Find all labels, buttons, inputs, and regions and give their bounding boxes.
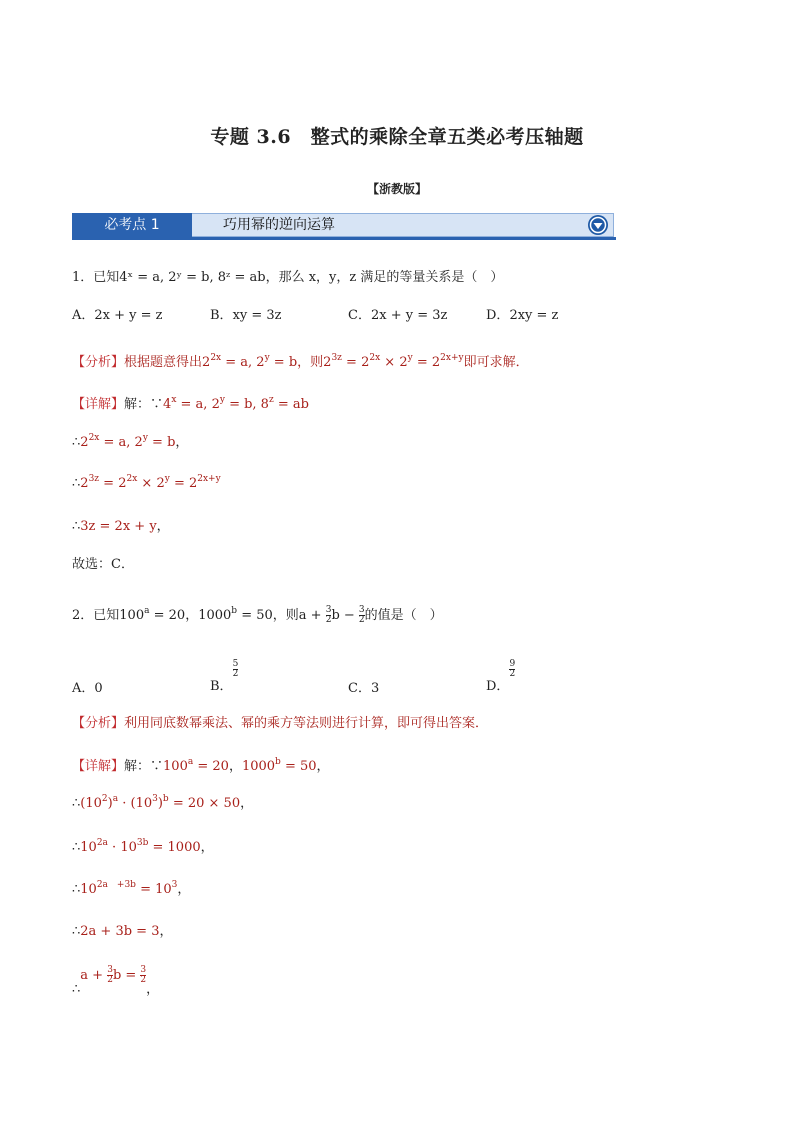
q1-condition: 4ˣ = a, 2ʸ = b, 8ᶻ = ab xyxy=(119,270,266,285)
q2-step-4: ∴2a + 3b = 3， xyxy=(72,924,173,939)
q1-stem xyxy=(72,266,503,285)
q2-option-c[interactable]: C．3 xyxy=(348,681,380,696)
q1-option-d[interactable]: D．2xy = z xyxy=(486,308,559,323)
q2-option-b[interactable]: B． $\frac{5}{2}$ xyxy=(210,659,239,694)
q2-step-3: $\therefore 10^{2a +3b} = 10^3$， xyxy=(72,880,191,897)
q1-step-1: $\therefore 2^{2x} = a$, $2^y = b$， xyxy=(72,433,189,450)
q2-step-5: ∴a + $\frac{3}{2}$ b = $\frac{3}{2}$ ， xyxy=(72,965,160,997)
q2-option-a[interactable]: A．0 xyxy=(72,681,103,696)
q2-stem: 2．已知$100^a = 20$，$1000^b = 50$，则a + $\frac{3}{2}$ b − $\frac{3}{2}$ 的值是（ ） xyxy=(72,605,443,625)
section-banner xyxy=(72,211,616,241)
banner-topic: 巧用幂的逆向运算 xyxy=(190,213,614,237)
q1-prefix: 1．已知 xyxy=(72,270,120,285)
page-title: 专题 3.6 整式的乘除全章五类必考压轴题 xyxy=(210,126,584,148)
edition-label: 【浙教版】 xyxy=(366,182,427,196)
q2-step-2: $\therefore 10^{2a} \cdot 10^{3b} = 1000$， xyxy=(72,838,214,855)
q2-step-1: $\therefore(10^2)^a \cdot (10^3)^b = 20 \times 50$， xyxy=(72,794,254,811)
banner-label: 必考点 1 xyxy=(72,213,192,237)
q1-detail: 【详解】解：$\because 4^x = a$, $2^y = b$, $8^z$ = ab xyxy=(72,395,309,412)
q2-option-d[interactable]: D． $\frac{9}{2}$ xyxy=(486,659,516,694)
banner-underline xyxy=(72,237,616,240)
q1-suffix: ，那么 x，y，z 满足的等量关系是（ ） xyxy=(265,270,504,285)
q1-step-2: $\therefore 2^{3z} = 2^{2x} \times 2^y = 2^{2x+y}$ xyxy=(72,474,221,491)
q1-option-c[interactable]: C．2x + y = 3z xyxy=(348,308,448,323)
q1-answer: 故选：C． xyxy=(72,557,134,572)
q2-analysis: 【分析】利用同底数幂乘法、幂的乘方等法则进行计算，即可得出答案． xyxy=(72,716,489,731)
q1-step-3: ∴3z = 2x + y， xyxy=(72,519,170,534)
q1-analysis: 【分析】根据题意得出$2^{2x} = a$, $2^y = b$，则$2^{3z} = 2^{2x} \times 2^y = 2^{2x+y}$即可求解． xyxy=(72,353,529,370)
q2-detail: 【详解】解：$\because 100^a = 20$，$1000^b = 50$， xyxy=(72,757,330,774)
q1-option-a[interactable]: A．2x + y = z xyxy=(72,308,163,323)
q1-option-b[interactable]: B．xy = 3z xyxy=(210,308,282,323)
chevron-down-icon[interactable] xyxy=(588,215,608,235)
